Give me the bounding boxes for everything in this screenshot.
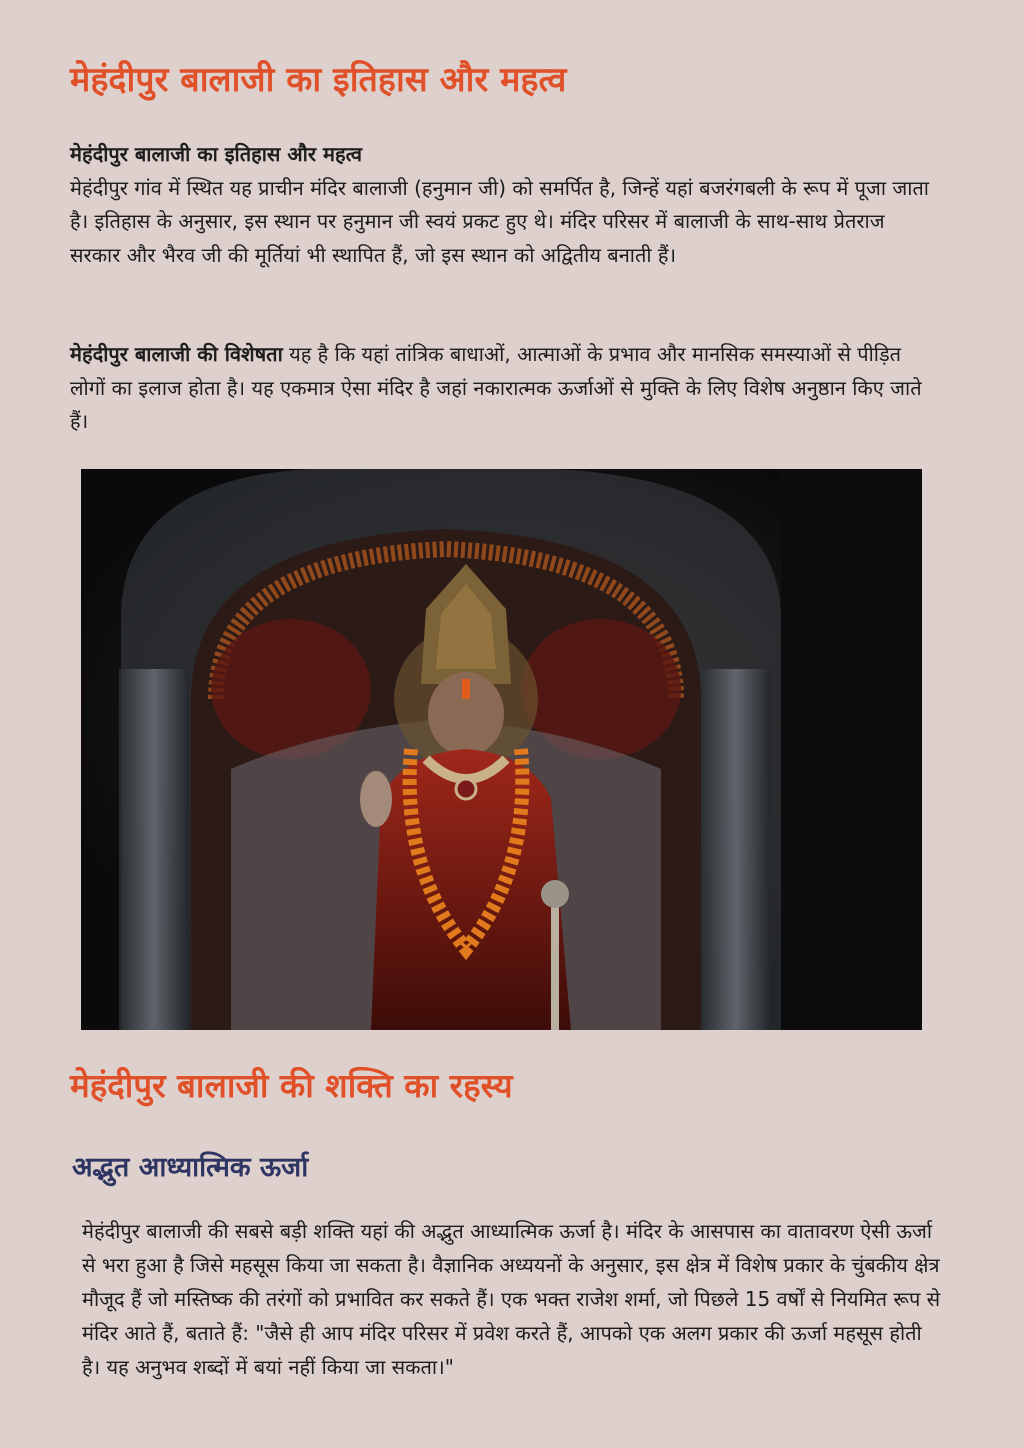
temple-image-illustration — [81, 469, 922, 1030]
energy-paragraph: मेहंदीपुर बालाजी की सबसे बड़ी शक्ति यहां की अद्भुत आध्यात्मिक ऊर्जा है। मंदिर के आसपास का वातावरण ऐसी ऊर्जा से भरा हुआ है जिसे महसूस किया जा सकता है। वैज्ञानिक अध्ययनों के अनुसार, इस क्षेत्र में विशेष प्रकार के चुंबकीय क्षेत्र मौजूद हैं जो मस्तिष्क की तरंगों को प्रभावित कर सकते हैं। एक भक्त राजेश शर्मा, जो पिछले 15 वर्षों से नियमित रूप से मंदिर आते हैं, बताते हैं: "जैसे ही आप मंदिर परिसर में प्रवेश करते हैं, आपको एक अलग प्रकार की ऊर्जा महसूस होती है। यह अनुभव शब्दों में बयां नहीं किया जा सकता।" — [82, 1219, 941, 1379]
power-heading: मेहंदीपुर बालाजी की शक्ति का रहस्य — [70, 1066, 513, 1105]
specialty-bold-lead: मेहंदीपुर बालाजी की विशेषता — [70, 342, 283, 366]
energy-heading: अद्भुत आध्यात्मिक ऊर्जा — [72, 1152, 309, 1183]
intro-section — [70, 138, 940, 272]
specialty-text: यह है कि यहां तांत्रिक बाधाओं, आत्माओं के प्रभाव और मानसिक समस्याओं से पीड़ित लोगों का इलाज होता है। यह एकमात्र ऐसा मंदिर है जहां नकारात्मक ऊर्जाओं से मुक्ति के लिए विशेष अनुष्ठान किए जाते हैं। — [70, 342, 922, 433]
intro-subheading: मेहंदीपुर बालाजी का इतिहास और महत्व — [70, 142, 362, 166]
main-heading: मेहंदीपुर बालाजी का इतिहास और महत्व — [70, 60, 567, 100]
intro-paragraph: मेहंदीपुर गांव में स्थित यह प्राचीन मंदिर बालाजी (हनुमान जी) को समर्पित है, जिन्हें यहां बजरंगबली के रूप में पूजा जाता है। इतिहास के अनुसार, इस स्थान पर हनुमान जी स्वयं प्रकट हुए थे। मंदिर परिसर में बालाजी के साथ-साथ प्रेतराज सरकार और भैरव जी की मूर्तियां भी स्थापित हैं, जो इस स्थान को अद्वितीय बनाती हैं। — [70, 175, 929, 267]
hanuman-idol-photo — [81, 469, 922, 1030]
specialty-paragraph — [70, 338, 940, 439]
